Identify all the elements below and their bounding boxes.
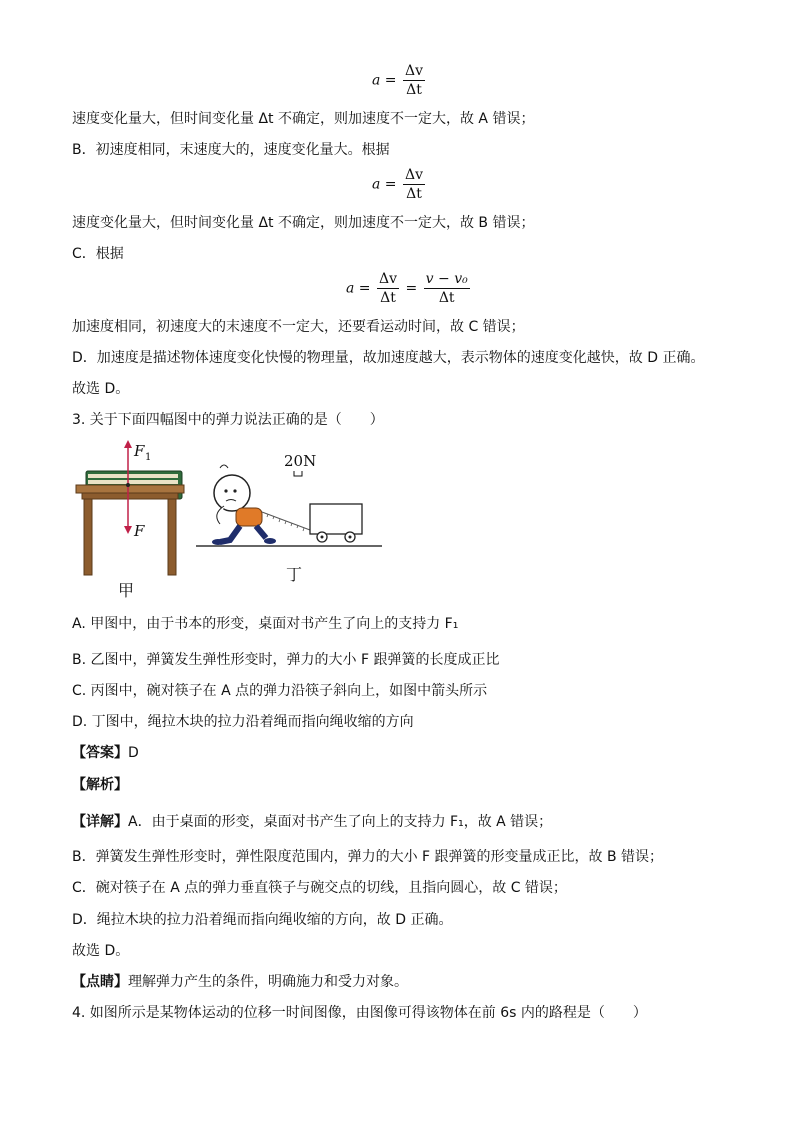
- detail-a: A．由于桌面的形变，桌面对书产生了向上的支持力 F₁，故 A 错误；: [128, 814, 553, 830]
- text-line: C．根据: [72, 246, 124, 262]
- text-line: 速度变化量大，但时间变化量 Δt 不确定，则加速度不一定大，故 B 错误；: [72, 215, 535, 231]
- formula-3-num2: v − v₀: [425, 271, 468, 287]
- formula-3-eq: =: [405, 280, 418, 297]
- formula-1-den: Δt: [406, 82, 422, 98]
- answer-line: [72, 743, 139, 763]
- formula-3-lhs: a =: [346, 280, 371, 297]
- text-line: D．加速度是描述物体速度变化快慢的物理量，故加速度越大，表示物体的速度变化越快，故 D 正确。: [72, 350, 705, 366]
- text-line: B．初速度相同，末速度大的，速度变化量大。根据: [72, 142, 390, 158]
- question-4-stem: 4. 如图所示是某物体运动的位移一时间图像，由图像可得该物体在前 6s 内的路程是（ ）: [72, 1005, 647, 1021]
- analysis-tag: 【解析】: [72, 777, 128, 793]
- formula-2: [372, 166, 427, 203]
- formula-2-num: Δv: [404, 167, 424, 183]
- formula-3-den2: Δt: [438, 290, 455, 306]
- question-3-stem: 3. 关于下面四幅图中的弹力说法正确的是（ ）: [72, 412, 384, 428]
- table-figure: [76, 440, 184, 600]
- formula-1: [372, 62, 427, 99]
- formula-1-num: Δv: [404, 63, 424, 79]
- formula-3: [346, 270, 472, 307]
- figure-label-ding: 丁: [286, 565, 303, 584]
- point-text: 理解弹力产生的条件，明确施力和受力对象。: [128, 974, 408, 990]
- option-c: C. 丙图中，碗对筷子在 A 点的弹力沿筷子斜向上，如图中箭头所示: [72, 683, 488, 699]
- option-d: D. 丁图中，绳拉木块的拉力沿着绳而指向绳收缩的方向: [72, 714, 414, 730]
- force-label-f: F: [134, 522, 145, 540]
- detail-tag: 【详解】: [72, 814, 128, 830]
- formula-3-den1: Δt: [380, 290, 396, 306]
- text-line: 加速度相同，初速度大的末速度不一定大，还要看运动时间，故 C 错误；: [72, 319, 525, 335]
- choose-line: 故选 D。: [72, 943, 130, 959]
- point-tag: 【点睛】: [72, 974, 128, 990]
- answer-value: D: [128, 745, 139, 761]
- detail-b: B．弹簧发生弹性形变时，弹性限度范围内，弹力的大小 F 跟弹簧的形变量成正比，故 B 错误；: [72, 849, 664, 865]
- detail-d: D．绳拉木块的拉力沿着绳而指向绳收缩的方向，故 D 正确。: [72, 912, 453, 928]
- formula-1-lhs: a =: [372, 72, 397, 89]
- detail-a-line: [72, 812, 552, 832]
- answer-tag: 【答案】: [72, 745, 128, 761]
- formula-2-den: Δt: [406, 186, 422, 202]
- force-label-f1: F: [134, 442, 145, 460]
- question-3-figures: [70, 438, 400, 608]
- force-label-20n: 20N: [284, 452, 317, 470]
- option-b: B. 乙图中，弹簧发生弹性形变时，弹力的大小 F 跟弹簧的长度成正比: [72, 652, 500, 668]
- point-line: [72, 972, 408, 992]
- pulling-figure: [196, 452, 382, 584]
- text-line: 速度变化量大，但时间变化量 Δt 不确定，则加速度不一定大，故 A 错误；: [72, 111, 535, 127]
- force-label-f1-sub: 1: [145, 452, 152, 463]
- detail-c: C．碗对筷子在 A 点的弹力垂直筷子与碗交点的切线，且指向圆心，故 C 错误；: [72, 880, 567, 896]
- formula-3-num1: Δv: [378, 271, 398, 287]
- formula-2-lhs: a =: [372, 176, 397, 193]
- text-line: 故选 D。: [72, 381, 130, 397]
- figure-label-jia: 甲: [118, 581, 135, 600]
- option-a: A. 甲图中，由于书本的形变，桌面对书产生了向上的支持力 F₁: [72, 616, 459, 632]
